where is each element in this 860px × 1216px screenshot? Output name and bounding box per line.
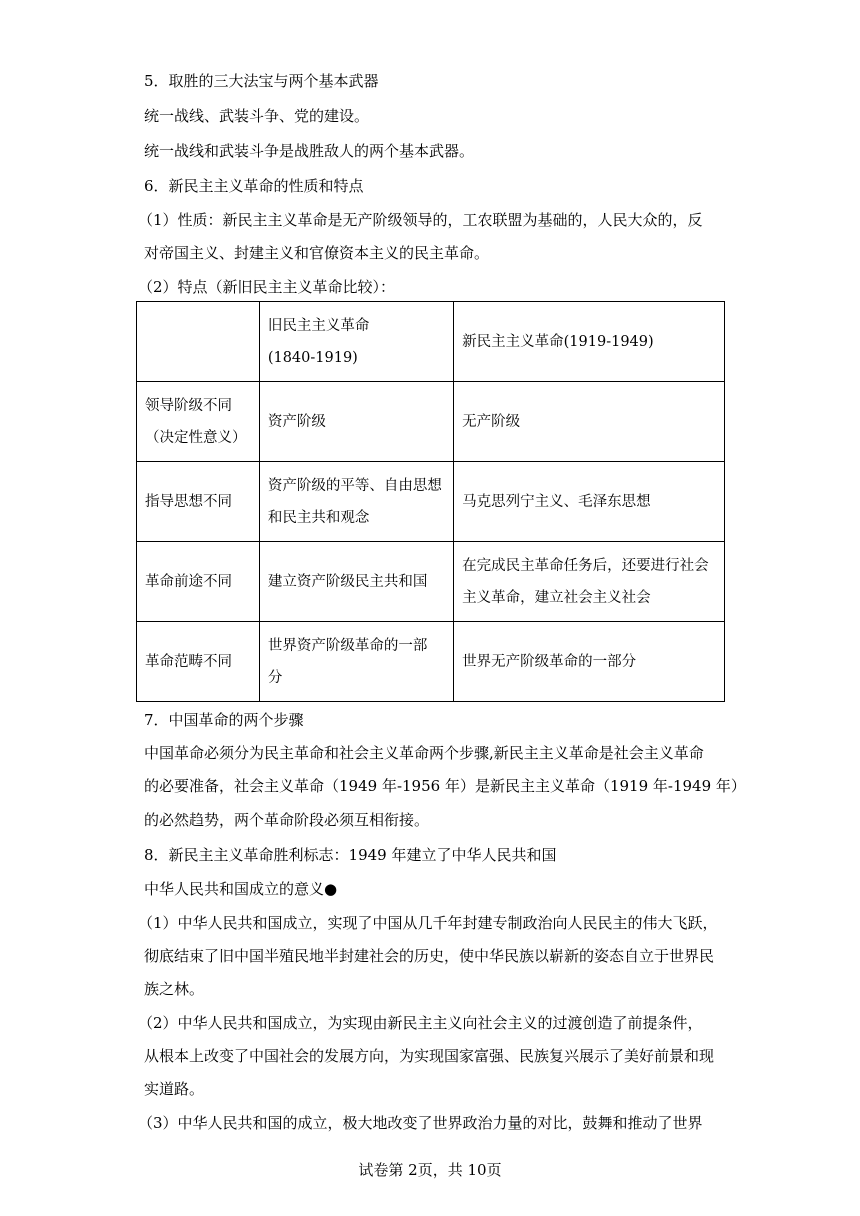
new-revolution-cell <box>454 382 725 462</box>
section7-heading: 7．中国革命的两个步骤 <box>144 711 304 729</box>
row-label-cell <box>137 622 260 702</box>
table-row <box>137 622 725 702</box>
new-revolution-cell <box>454 622 725 702</box>
header-old-years: (1840-1919) <box>267 349 358 366</box>
row-label-cell <box>137 462 260 542</box>
row-label-cell <box>137 382 260 462</box>
header-old-title: 旧民主主义革命 <box>267 317 370 334</box>
row-label-cell <box>137 542 260 622</box>
cell-text: 世界资产阶级革命的一部 <box>267 637 428 654</box>
table-header-cell: 新民主主义革命(1919-1949) <box>454 302 725 382</box>
table-header-row <box>137 302 725 382</box>
cell-text: 资产阶级 <box>267 413 326 430</box>
section8-paragraph-line: 彻底结束了旧中国半殖民地半封建社会的历史，使中华民族以崭新的姿态自立于世界民 <box>144 947 715 965</box>
cell-text: 在完成民主革命任务后，还要进行社会 <box>462 557 709 574</box>
section8-paragraph-line: 实道路。 <box>144 1080 205 1098</box>
old-revolution-cell <box>259 382 453 462</box>
row-label-note: （决定性意义） <box>145 429 247 446</box>
old-revolution-cell <box>259 542 453 622</box>
section8-paragraph-line: （1）中华人民共和国成立，实现了中国从几千年封建专制政治向人民民主的伟大飞跃， <box>138 914 718 932</box>
section5-paragraph: 统一战线、武装斗争、党的建设。 <box>144 107 370 125</box>
cell-text: 马克思列宁主义、毛泽东思想 <box>462 493 651 510</box>
section7-line: 中国革命必须分为民主革命和社会主义革命两个步骤,新民主主义革命是社会主义革命 <box>144 744 704 762</box>
row-label: 革命前途不同 <box>145 573 232 590</box>
row-label: 指导思想不同 <box>145 493 232 510</box>
table-row <box>137 542 725 622</box>
cell-text: 建立资产阶级民主共和国 <box>267 573 428 590</box>
section8-paragraph-line: （2）中华人民共和国成立，为实现由新民主主义向社会主义的过渡创造了前提条件， <box>138 1014 703 1032</box>
page-footer: 试卷第 2页，共 10页 <box>358 1161 502 1179</box>
cell-text: 资产阶级的平等、自由思想 <box>267 477 442 494</box>
table-row <box>137 382 725 462</box>
section5-heading: 5．取胜的三大法宝与两个基本武器 <box>144 72 379 90</box>
revolution-comparison-table <box>136 301 725 702</box>
cell-text: 世界无产阶级革命的一部分 <box>462 653 637 670</box>
old-revolution-cell <box>259 622 453 702</box>
section6-heading: 6．新民主主义革命的性质和特点 <box>144 177 364 195</box>
section8-paragraph-line: （3）中华人民共和国的成立，极大地改变了世界政治力量的对比，鼓舞和推动了世界 <box>138 1114 703 1132</box>
row-label: 革命范畴不同 <box>145 653 232 670</box>
cell-text: 无产阶级 <box>462 413 521 430</box>
cell-text: 分 <box>267 669 283 686</box>
section5-paragraph: 统一战线和武装斗争是战胜敌人的两个基本武器。 <box>144 142 475 160</box>
new-revolution-cell <box>454 462 725 542</box>
section6-nature-line: （1）性质：新民主主义革命是无产阶级领导的，工农联盟为基础的，人民大众的，反 <box>138 211 703 229</box>
row-label: 领导阶级不同 <box>145 397 232 414</box>
section8-paragraph-line: 族之林。 <box>144 980 205 998</box>
table-header-cell <box>259 302 453 382</box>
old-revolution-cell <box>259 462 453 542</box>
cell-text: 主义革命，建立社会主义社会 <box>462 589 651 606</box>
new-revolution-cell <box>454 542 725 622</box>
table-cell-empty <box>137 302 260 382</box>
section8-heading: 8．新民主主义革命胜利标志：1949 年建立了中华人民共和国 <box>144 846 557 864</box>
cell-text: 和民主共和观念 <box>267 509 370 526</box>
section6-features-intro: （2）特点（新旧民主主义革命比较）： <box>138 278 396 296</box>
section7-line: 的必然趋势，两个革命阶段必须互相衔接。 <box>144 811 430 829</box>
section8-paragraph-line: 从根本上改变了中国社会的发展方向，为实现国家富强、民族复兴展示了美好前景和现 <box>144 1047 715 1065</box>
section6-nature-line: 对帝国主义、封建主义和官僚资本主义的民主革命。 <box>144 244 490 262</box>
table-row <box>137 462 725 542</box>
section8-subheading: 中华人民共和国成立的意义● <box>144 880 338 898</box>
section7-line: 的必要准备，社会主义革命（1949 年-1956 年）是新民主主义革命（1919 年-1949 年） <box>144 777 746 795</box>
